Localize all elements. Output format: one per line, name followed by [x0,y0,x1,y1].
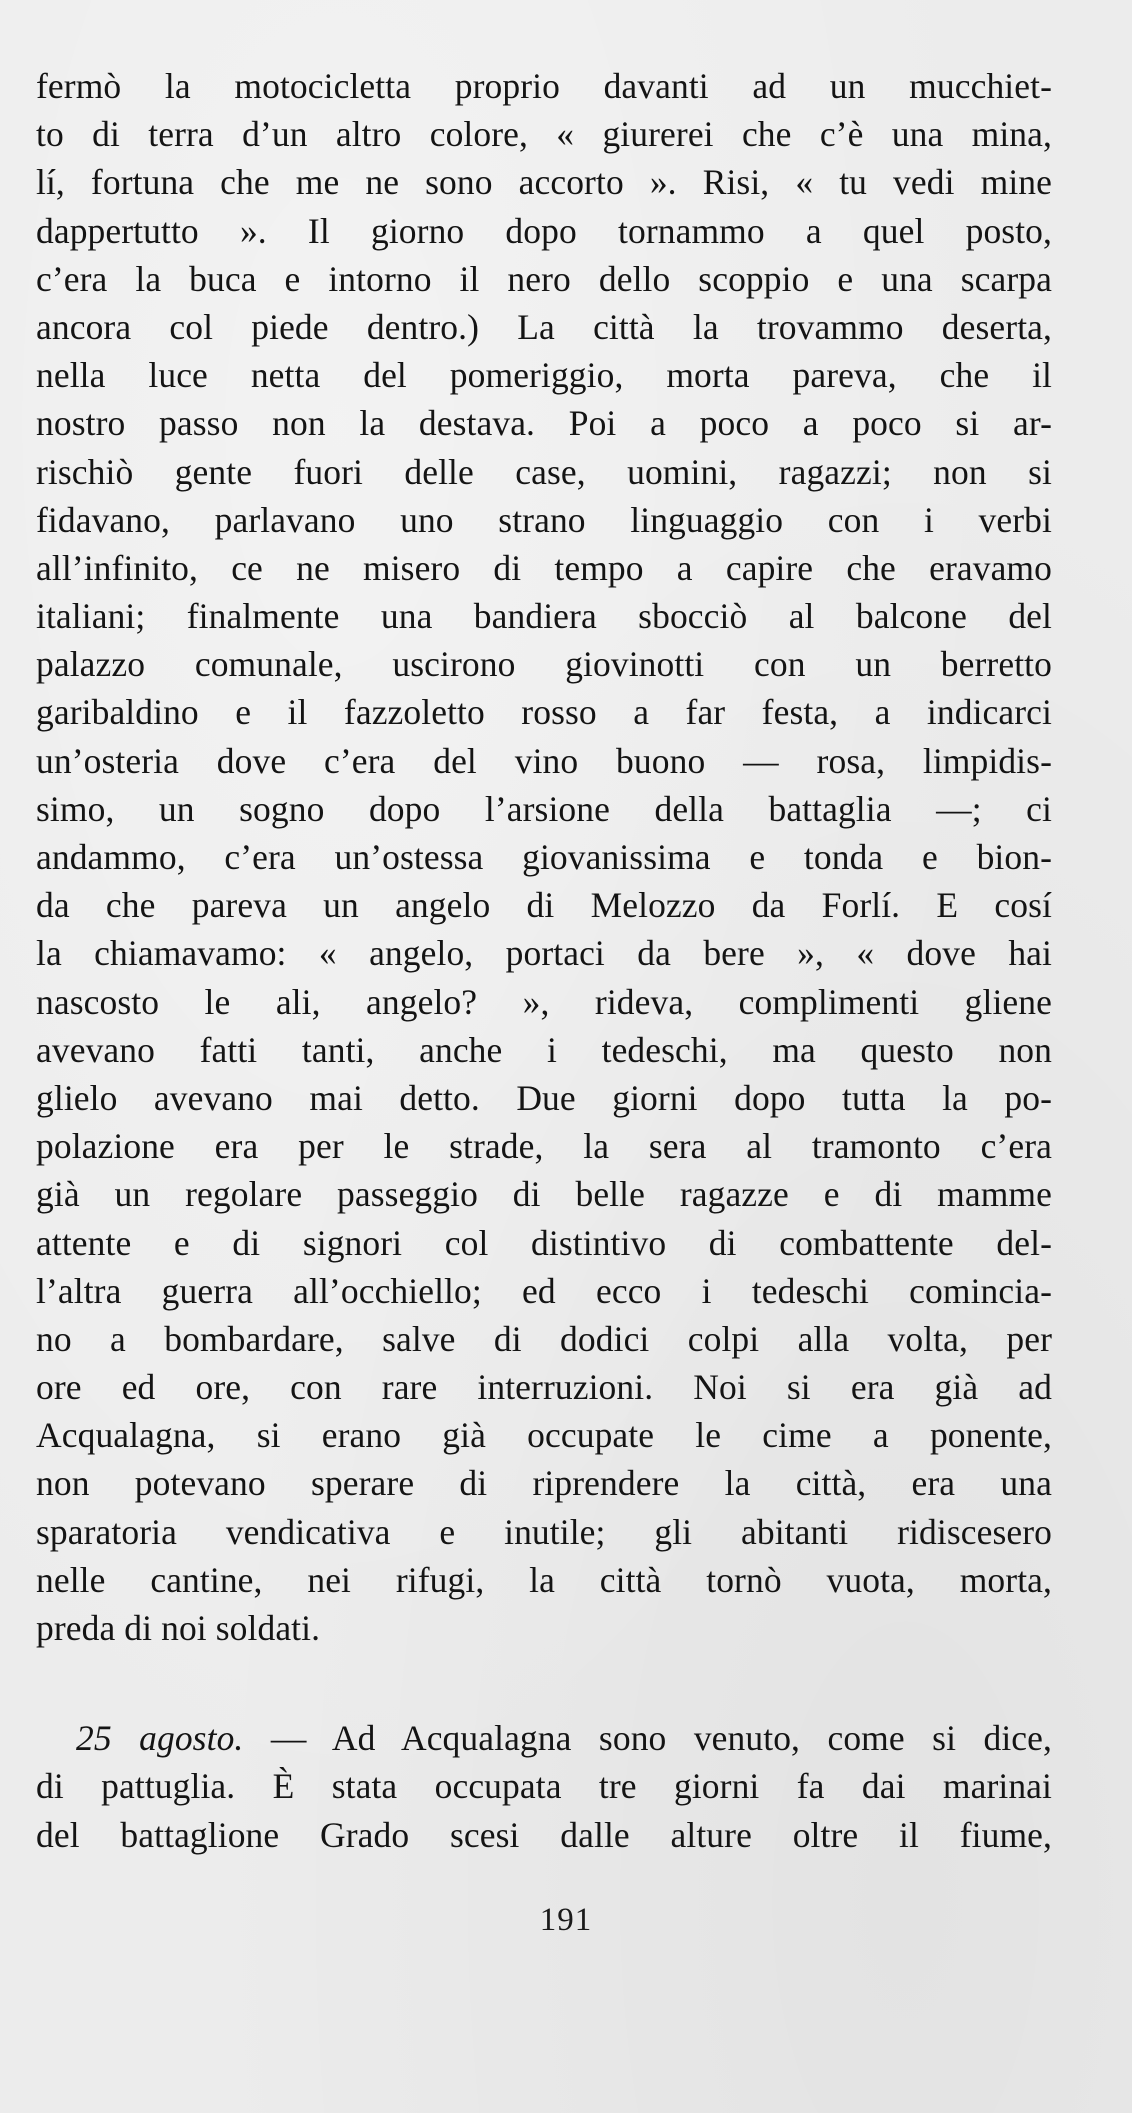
text-line: glielo avevano mai detto. Due giorni dopo tutta la po- [36,1077,1052,1118]
paragraph-1 [36,62,1052,1652]
paragraph-2-first-line [36,1714,1052,1762]
page-number: 191 [539,1902,593,1938]
text-line: c’era la buca e intorno il nero dello scoppio e una scarpa [36,258,1052,299]
text-line: sparatoria vendicativa e inutile; gli abitanti ridiscesero [36,1511,1052,1552]
text-line: dappertutto ». Il giorno dopo tornammo a quel posto, [36,210,1052,251]
paragraph-2 [36,1714,1052,1859]
text-line: garibaldino e il fazzoletto rosso a far festa, a indicarci [36,692,1052,733]
paragraph-gap [36,1652,1052,1714]
diary-date: 25 agosto. [76,1718,244,1759]
text-line: avevano fatti tanti, anche i tedeschi, ma questo non [36,1029,1052,1070]
text-line: polazione era per le strade, la sera al tramonto c’era [36,1126,1052,1167]
text-line: di pattuglia. È stata occupata tre giorni fa dai marinai [36,1766,1052,1807]
text-line: Acqualagna, si erano già occupate le cime a ponente, [36,1415,1052,1456]
text-line: andammo, c’era un’ostessa giovanissima e tonda e bion- [36,837,1052,877]
text-line: del battaglione Grado scesi dalle alture oltre il fiume, [36,1814,1052,1855]
text-line: nascosto le ali, angelo? », rideva, complimenti gliene [36,981,1052,1022]
text-line: da che pareva un angelo di Melozzo da Forlí. E cosí [36,885,1052,926]
text-line: nelle cantine, nei rifugi, la città tornò vuota, morta, [36,1559,1052,1600]
text-line: nella luce netta del pomeriggio, morta pareva, che il [36,355,1052,396]
text-line: non potevano sperare di riprendere la città, era una [36,1463,1052,1504]
text-line: la chiamavamo: « angelo, portaci da bere », « dove hai [36,933,1052,974]
text-line: to di terra d’un altro colore, « giurerei che c’è una mina, [36,114,1052,155]
text-line: simo, un sogno dopo l’arsione della battaglia —; ci [36,788,1052,829]
text-line: italiani; finalmente una bandiera sbocciò al balcone del [36,596,1052,637]
text-line: fermò la motocicletta proprio davanti ad un mucchiet- [36,66,1052,106]
text-line: rischiò gente fuori delle case, uomini, ragazzi; non si [36,451,1052,492]
text-line: già un regolare passeggio di belle ragazze e di mamme [36,1174,1052,1215]
text-line: preda di noi soldati. [36,1608,321,1648]
text-line: attente e di signori col distintivo di combattente del- [36,1222,1052,1263]
text-line: all’infinito, ce ne misero di tempo a capire che eravamo [36,547,1052,588]
text-line: fidavano, parlavano uno strano linguaggio con i verbi [36,499,1052,540]
paragraph-2-first-line-text: — Ad Acqualagna sono venuto, come si dice, [243,1718,1052,1759]
text-line: l’altra guerra all’occhiello; ed ecco i tedeschi comincia- [36,1270,1052,1311]
text-line: palazzo comunale, uscirono giovinotti con un berretto [36,644,1052,685]
text-line: lí, fortuna che me ne sono accorto ». Risi, « tu vedi mine [36,162,1052,203]
text-line: nostro passo non la destava. Poi a poco a poco si ar- [36,403,1052,444]
text-line: ore ed ore, con rare interruzioni. Noi si era già ad [36,1367,1052,1408]
text-line: no a bombardare, salve di dodici colpi alla volta, per [36,1318,1052,1359]
text-block [36,62,1052,1859]
text-line: ancora col piede dentro.) La città la trovammo deserta, [36,306,1052,347]
text-line: un’osteria dove c’era del vino buono — rosa, limpidis- [36,740,1052,781]
